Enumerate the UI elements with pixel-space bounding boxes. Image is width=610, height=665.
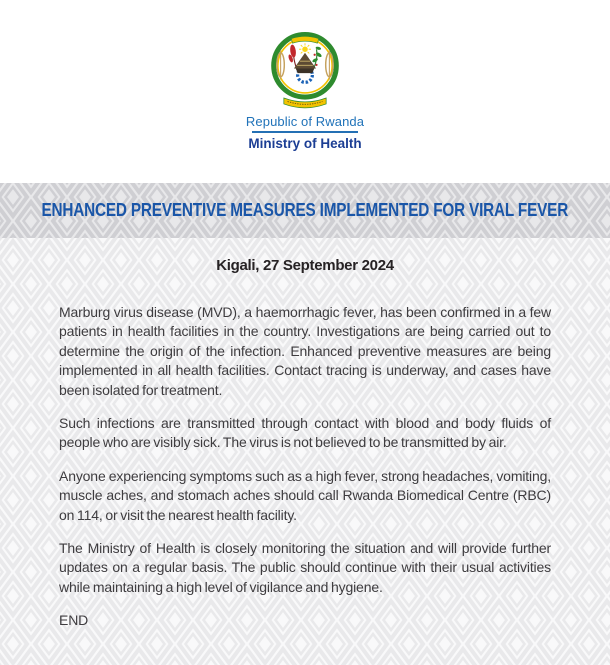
rwanda-coat-of-arms-icon	[259, 26, 351, 112]
banner-title	[0, 183, 610, 238]
ministry-name: Ministry of Health	[248, 136, 362, 151]
paragraph-2: Such infections are transmitted through contact with blood and body fluids of people who are visibly sick. The virus is not believed to be transmitted by air.	[59, 415, 551, 451]
country-name: Republic of Rwanda	[245, 114, 365, 129]
banner-title-text: ENHANCED PREVENTIVE MEASURES IMPLEMENTED FOR VIRAL FEVER	[41, 200, 569, 220]
paragraph-3: Anyone experiencing symptoms such as a high fever, strong headaches, vomiting, muscle aches, and stomach aches should call Rwanda Biomedical Centre (RBC) on 114, or visit the nearest health facility.	[59, 467, 551, 523]
end-marker: END	[59, 612, 89, 629]
dateline: Kigali, 27 September 2024	[216, 257, 394, 274]
body-text	[59, 303, 551, 645]
paragraph-1: Marburg virus disease (MVD), a haemorrhagic fever, has been confirmed in a few patients in health facilities in the country. Investigations are being carried out to determine the origin of the infection. Enhanced preventive measures are being implemented in all health facilities. Contact tracing is underway, and cases have been isolated for treatment.	[59, 304, 551, 398]
sun-core	[302, 46, 308, 52]
title-banner	[0, 183, 610, 238]
paragraph-4: The Ministry of Health is closely monitoring the situation and will provide further updates on a regular basis. The public should continue with their usual activities while maintaining a high level of vigilance and hygiene.	[59, 540, 551, 595]
coat-of-arms-emblem	[259, 26, 351, 117]
header-divider	[252, 131, 358, 133]
